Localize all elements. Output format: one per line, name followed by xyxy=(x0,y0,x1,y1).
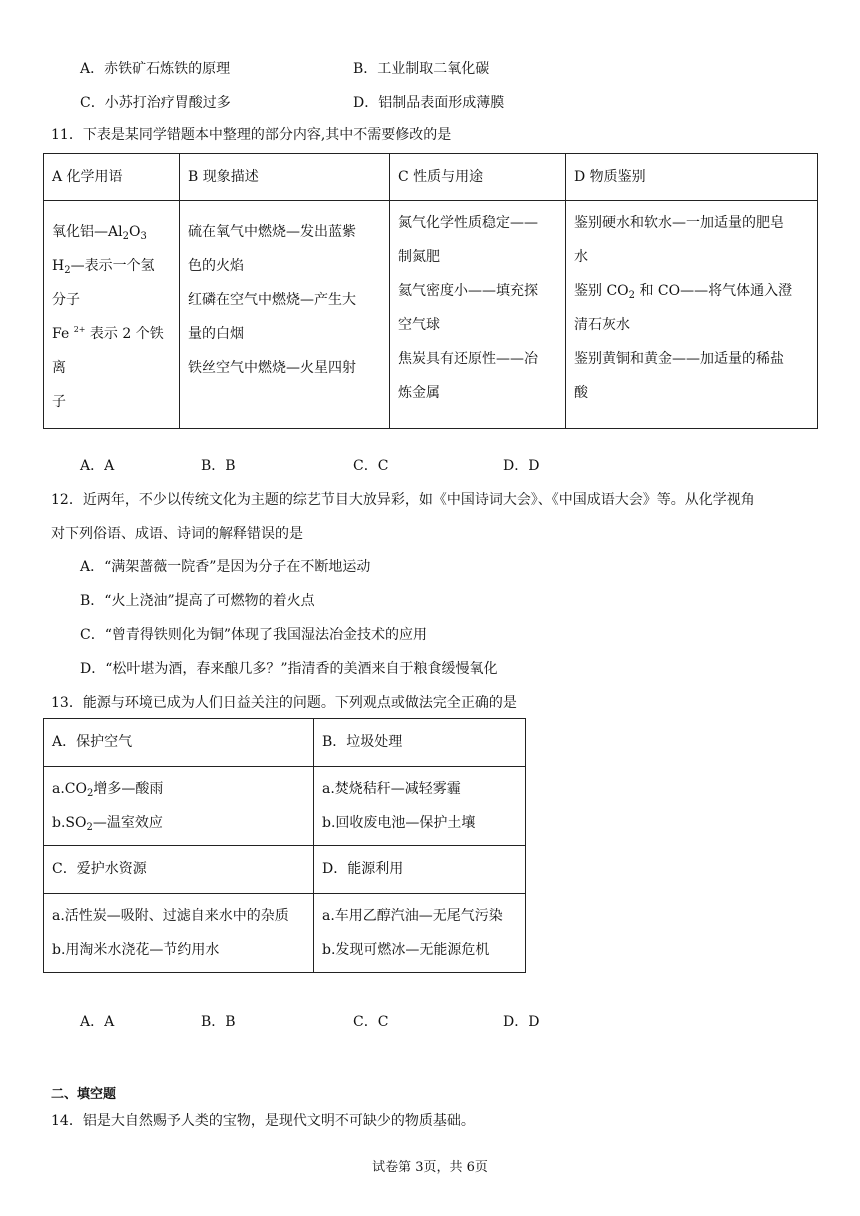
q12-stem-line1: 12．近两年，不少以传统文化为主题的综艺节目大放异彩，如《中国诗词大会》、《中国成语大会》等。从化学视角 xyxy=(51,492,755,508)
q13-header-c: C．爱护水资源 xyxy=(44,846,314,894)
q12-option-c: C．“曾青得铁则化为铜”体现了我国湿法冶金技术的应用 xyxy=(80,627,428,643)
q13-option-b: B．B xyxy=(201,1014,236,1030)
q10-option-d: D．铝制品表面形成薄膜 xyxy=(353,95,505,111)
q11-table xyxy=(43,153,818,429)
q13-stem: 13．能源与环境已成为人们日益关注的问题。下列观点或做法完全正确的是 xyxy=(51,695,517,711)
q13-option-c: C．C xyxy=(353,1014,389,1030)
section-title: 二、填空题 xyxy=(51,1087,117,1102)
q11-option-c: C．C xyxy=(353,458,389,474)
q13-table xyxy=(43,718,526,973)
q11-cell-c: 氮气化学性质稳定—— 制氮肥 氦气密度小——填充探 空气球 焦炭具有还原性——冶 炼金属 xyxy=(390,201,566,429)
q13-header-b: B．垃圾处理 xyxy=(314,719,526,767)
q11-header-a: A 化学用语 xyxy=(44,154,180,201)
q12-option-a: A．“满架蔷薇一院香”是因为分子在不断地运动 xyxy=(80,559,371,575)
q13-cell-a: $a.CO_2$增多—酸雨 $b.SO_2—$温室效应 xyxy=(44,767,314,846)
q10-option-a: A．赤铁矿石炼铁的原理 xyxy=(80,61,231,77)
q12-option-b: B．“火上浇油”提高了可燃物的着火点 xyxy=(80,593,315,609)
q11-cell-d: 鉴别硬水和软水—一加适量的肥皂 水 鉴别 $CO_2$ 和 CO——将气体通入澄 清石灰水 鉴别黄铜和黄金——加适量的稀盐 酸 xyxy=(566,201,818,429)
q11-stem: 11．下表是某同学错题本中整理的部分内容,其中不需要修改的是 xyxy=(51,127,452,143)
q11-header-c: C 性质与用途 xyxy=(390,154,566,201)
q10-option-c: C．小苏打治疗胃酸过多 xyxy=(80,95,231,111)
q12-stem-line2: 对下列俗语、成语、诗词的解释错误的是 xyxy=(51,526,303,542)
q13-header-a: A．保护空气 xyxy=(44,719,314,767)
q11-cell-a: 氧化铝$—Al_2O_3$ $H_2—$表示一个氢 分子 Fe $^{2+}$ 表示 2 个铁离 子 xyxy=(44,201,180,429)
q13-cell-c: a.活性炭—吸附、过滤自来水中的杂质 b.用淘米水浇花—节约用水 xyxy=(44,894,314,973)
q13-cell-b: a.焚烧秸秆—减轻雾霾 b.回收废电池—保护土壤 xyxy=(314,767,526,846)
q11-option-b: B．B xyxy=(201,458,236,474)
q10-option-b: B．工业制取二氧化碳 xyxy=(353,61,490,77)
q13-option-d: D．D xyxy=(503,1014,540,1030)
q11-body-row xyxy=(44,201,818,429)
q12-option-d: D．“松叶堪为酒，春来酿几多？”指清香的美酒来自于粮食缓慢氧化 xyxy=(80,661,498,677)
q11-header-row xyxy=(44,154,818,201)
q13-cell-d: a.车用乙醇汽油—无尾气污染 b.发现可燃冰—无能源危机 xyxy=(314,894,526,973)
q11-header-d: D 物质鉴别 xyxy=(566,154,818,201)
q11-header-b: B 现象描述 xyxy=(180,154,390,201)
q14-stem: 14．铝是大自然赐予人类的宝物，是现代文明不可缺少的物质基础。 xyxy=(51,1113,475,1129)
q11-cell-b: 硫在氧气中燃烧—发出蓝紫 色的火焰 红磷在空气中燃烧—产生大 量的白烟 铁丝空气中燃烧—火星四射 xyxy=(180,201,390,429)
q13-header-d: D．能源利用 xyxy=(314,846,526,894)
q11-option-d: D．D xyxy=(503,458,540,474)
page-footer: 试卷第 3页，共 6页 xyxy=(372,1160,488,1175)
q13-option-a: A．A xyxy=(80,1014,115,1030)
q11-option-a: A．A xyxy=(80,458,115,474)
